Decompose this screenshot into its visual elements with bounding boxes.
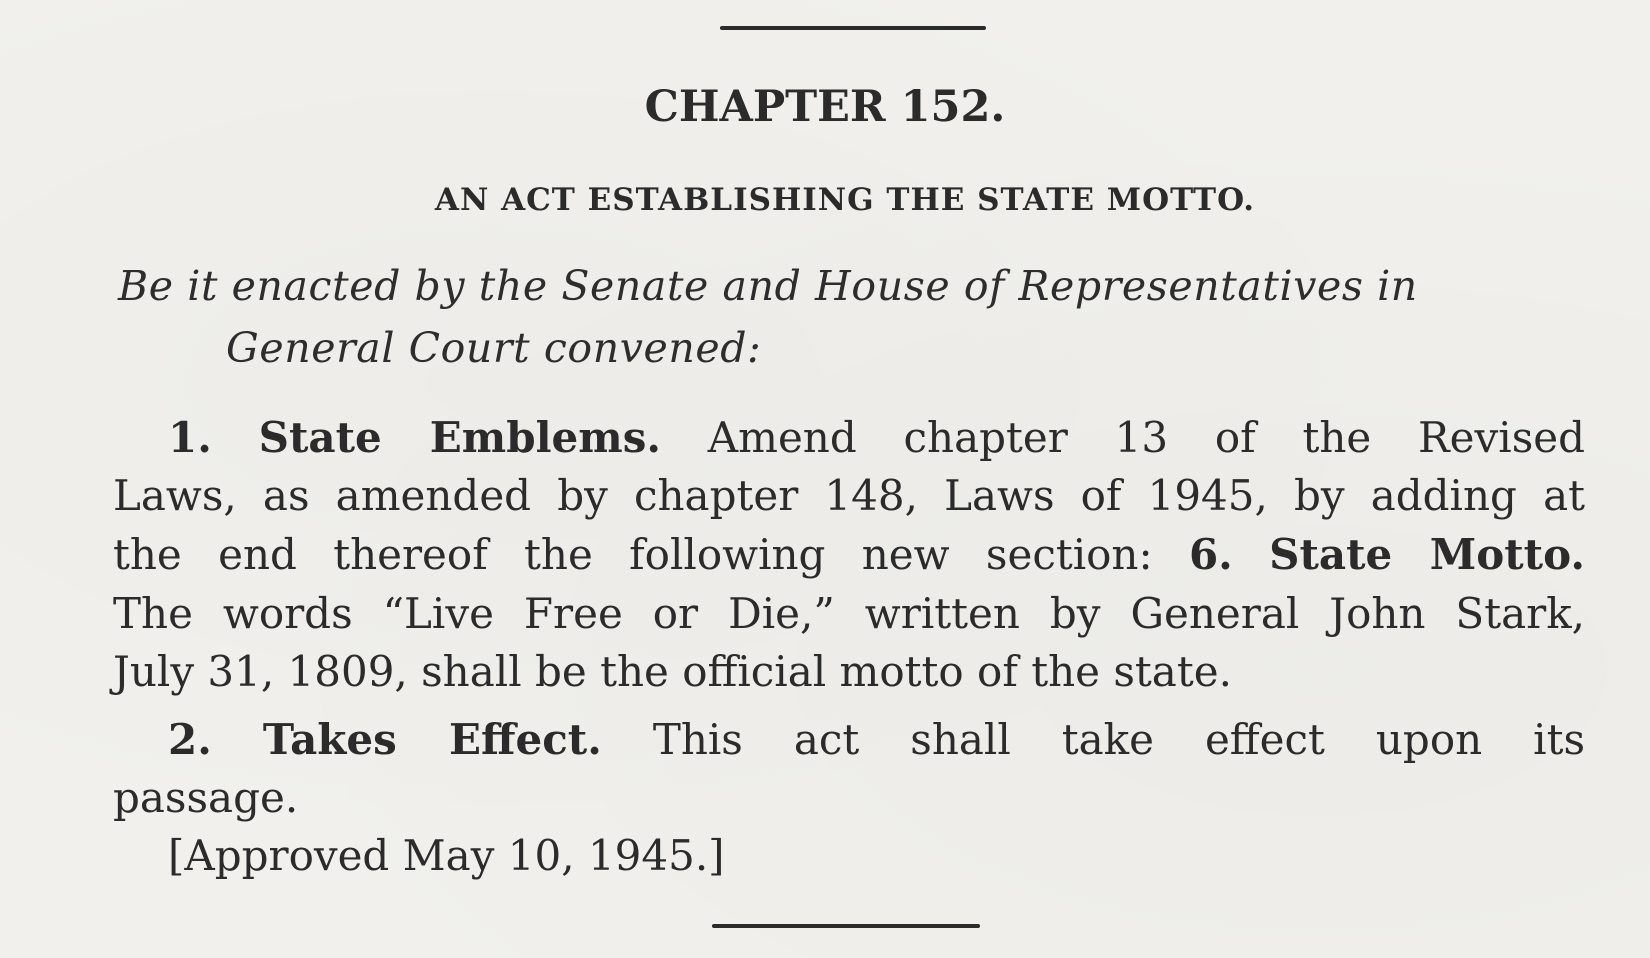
- bottom-divider-rule: [712, 924, 980, 928]
- approval-date: [Approved May 10, 1945.]: [168, 831, 725, 880]
- section-1-line-3-text: the end thereof the following new section:: [113, 530, 1153, 579]
- section-1-line-2: Laws, as amended by chapter 148, Laws of 1945, by adding at: [113, 471, 1585, 520]
- subsection-6-heading: State Motto.: [1269, 530, 1585, 579]
- section-1-heading: State Emblems.: [258, 413, 661, 462]
- section-1-line-1: [168, 412, 1585, 464]
- section-2-number: 2.: [168, 715, 212, 764]
- section-1-line-3: [113, 529, 1585, 581]
- enacting-clause-line-1: Be it enacted by the Senate and House of Representatives in: [118, 262, 1418, 310]
- section-1-line-4: The words “Live Free or Die,” written by General John Stark,: [113, 589, 1585, 638]
- section-2-line-2: passage.: [113, 773, 299, 822]
- enacting-clause-line-2: General Court convened:: [226, 324, 762, 372]
- section-1-number: 1.: [168, 413, 212, 462]
- section-1-text: Amend chapter 13 of the Revised: [707, 413, 1585, 462]
- top-divider-rule: [720, 26, 986, 30]
- section-2-text: This act shall take effect upon its: [652, 715, 1585, 764]
- section-2-line-1: [168, 714, 1585, 766]
- act-title: AN ACT ESTABLISHING THE STATE MOTTO.: [434, 182, 1256, 218]
- chapter-heading: CHAPTER 152.: [644, 82, 1006, 132]
- section-2-heading: Takes Effect.: [262, 715, 602, 764]
- section-1-line-5: July 31, 1809, shall be the official motto of the state.: [113, 647, 1232, 696]
- subsection-6-number: 6.: [1188, 530, 1233, 579]
